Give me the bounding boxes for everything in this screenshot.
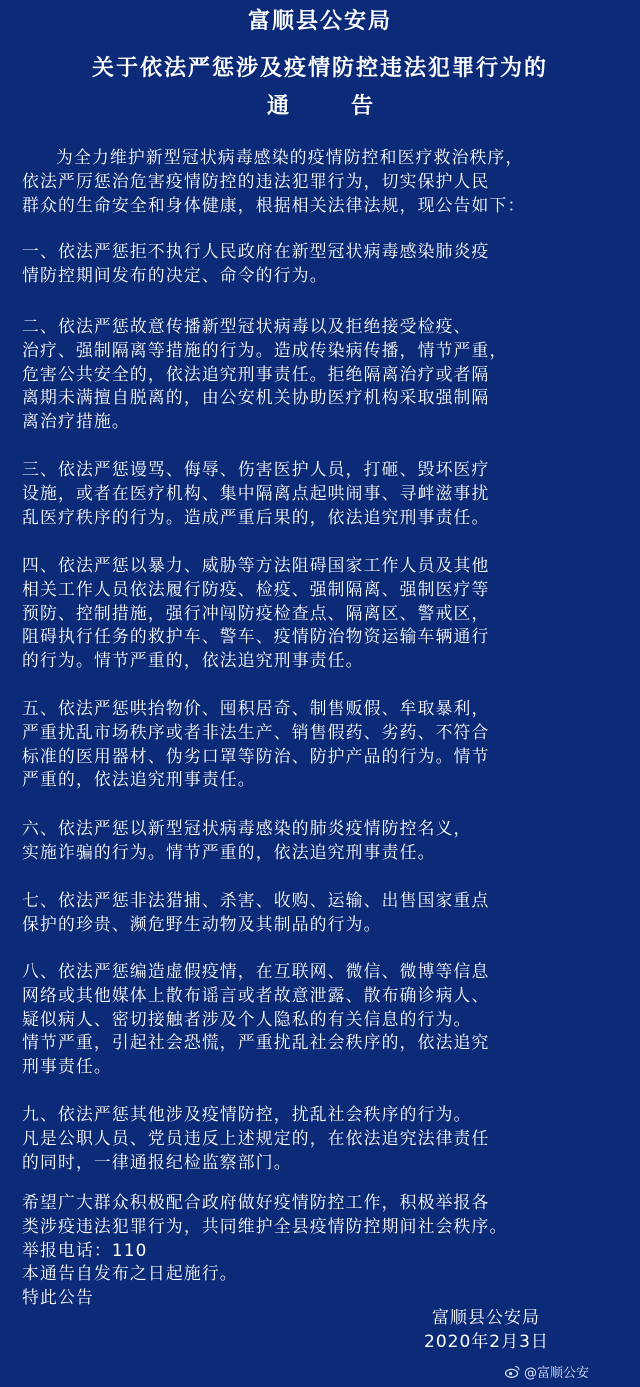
notice-item-line: 相关工作人员依法履行防疫、检疫、强制隔离、强制医疗等 <box>22 578 490 599</box>
intro-line: 为全力维护新型冠状病毒感染的疫情防控和医疗救治秩序， <box>56 147 524 167</box>
signature-org: 富顺县公安局 <box>432 1308 540 1328</box>
intro-line: 依法严厉惩治危害疫情防控的违法犯罪行为，切实保护人民 <box>22 170 490 191</box>
weibo-icon <box>505 1365 520 1378</box>
notice-item-line: 网络或其他媒体上散布谣言或者故意泄露、散布确诊病人、 <box>22 984 490 1005</box>
notice-item-line: 离期未满擅自脱离的，由公安机关协助医疗机构采取强制隔 <box>22 387 490 408</box>
closing-line: 本通告自发布之日起施行。 <box>22 1263 238 1284</box>
notice-item-line: 七、依法严惩非法猎捕、杀害、收购、运输、出售国家重点 <box>22 890 490 910</box>
notice-item-line: 二、依法严惩故意传播新型冠状病毒以及拒绝接受检疫、 <box>22 316 472 336</box>
notice-item-line: 标准的医用器材、伪劣口罩等防治、防护产品的行为。情节 <box>22 745 490 766</box>
notice-heading-char-1: 通 <box>266 94 289 119</box>
notice-item-2 <box>22 315 622 434</box>
issuer-title: 富顺县公安局 <box>247 9 392 34</box>
notice-item-line: 刑事责任。 <box>22 1056 112 1077</box>
signature-date: 2020年2月3日 <box>424 1332 549 1352</box>
notice-item-4 <box>22 554 622 673</box>
intro-line: 群众的生命安全和身体健康，根据相关法律法规，现公告如下： <box>22 194 526 215</box>
notice-item-line: 的同时，一律通报纪检监察部门。 <box>22 1151 292 1172</box>
notice-item-7 <box>22 889 622 937</box>
notice-item-line: 六、依法严惩以新型冠状病毒感染的肺炎疫情防控名义， <box>22 818 472 838</box>
notice-item-line: 危害公共安全的，依法追究刑事责任。拒绝隔离治疗或者隔 <box>22 363 490 384</box>
notice-item-line: 一、依法严惩拒不执行人民政府在新型冠状病毒感染肺炎疫 <box>22 241 490 261</box>
notice-item-line: 疑似病人、密切接触者涉及个人隐私的有关信息的行为。 <box>22 1008 472 1029</box>
closing-paragraph <box>22 1191 622 1310</box>
notice-item-line: 四、依法严惩以暴力、威胁等方法阻碍国家工作人员及其他 <box>22 555 490 575</box>
notice-item-8 <box>22 960 622 1079</box>
notice-item-line: 三、依法严惩谩骂、侮辱、伤害医护人员，打砸、毁坏医疗 <box>22 459 490 479</box>
notice-item-line: 严重的，依法追究刑事责任。 <box>22 769 256 790</box>
notice-item-line: 八、依法严惩编造虚假疫情，在互联网、微信、微博等信息 <box>22 961 490 981</box>
notice-item-line: 严重扰乱市场秩序或者非法生产、销售假药、劣药、不符合 <box>22 721 490 742</box>
notice-heading-char-2: 告 <box>351 94 374 119</box>
notice-item-line: 治疗、强制隔离等措施的行为。造成传染病传播，情节严重， <box>22 339 508 360</box>
notice-item-line: 五、依法严惩哄抬物价、囤积居奇、制售贩假、牟取暴利， <box>22 698 490 718</box>
notice-item-line: 保护的珍贵、濒危野生动物及其制品的行为。 <box>22 913 382 934</box>
notice-item-line: 阻碍执行任务的救护车、警车、疫情防治物资运输车辆通行 <box>22 626 490 647</box>
notice-item-9 <box>22 1103 622 1174</box>
notice-item-line: 设施，或者在医疗机构、集中隔离点起哄闹事、寻衅滋事扰 <box>22 482 490 503</box>
weibo-watermark <box>505 1362 589 1381</box>
notice-item-3 <box>22 458 622 529</box>
notice-item-line: 预防、控制措施，强行冲闯防疫检查点、隔离区、警戒区， <box>22 602 490 623</box>
notice-item-line: 实施诈骗的行为。情节严重的，依法追究刑事责任。 <box>22 841 436 862</box>
notice-item-6 <box>22 817 622 865</box>
notice-item-line: 情防控期间发布的决定、命令的行为。 <box>22 264 328 285</box>
closing-line: 希望广大群众积极配合政府做好疫情防控工作，积极举报各 <box>22 1192 490 1212</box>
notice-item-line: 情节严重，引起社会恐慌，严重扰乱社会秩序的，依法追究 <box>22 1032 490 1053</box>
closing-line: 举报电话：110 <box>22 1239 148 1260</box>
notice-item-line: 的行为。情节严重的，依法追究刑事责任。 <box>22 650 364 671</box>
intro-paragraph <box>22 146 622 217</box>
notice-title: 关于依法严惩涉及疫情防控违法犯罪行为的 <box>91 56 548 81</box>
closing-line: 类涉疫违法犯罪行为，共同维护全县疫情防控期间社会秩序。 <box>22 1215 508 1236</box>
closing-line: 特此公告 <box>22 1287 94 1308</box>
notice-heading <box>0 92 640 122</box>
notice-item-1 <box>22 240 622 288</box>
notice-item-5 <box>22 697 622 792</box>
notice-item-line: 离治疗措施。 <box>22 411 130 432</box>
notice-item-line: 凡是公职人员、党员违反上述规定的，在依法追究法律责任 <box>22 1127 490 1148</box>
watermark-text: @富顺公安 <box>524 1366 590 1381</box>
notice-item-line: 乱医疗秩序的行为。造成严重后果的，依法追究刑事责任。 <box>22 506 490 527</box>
notice-item-line: 九、依法严惩其他涉及疫情防控，扰乱社会秩序的行为。 <box>22 1104 472 1124</box>
